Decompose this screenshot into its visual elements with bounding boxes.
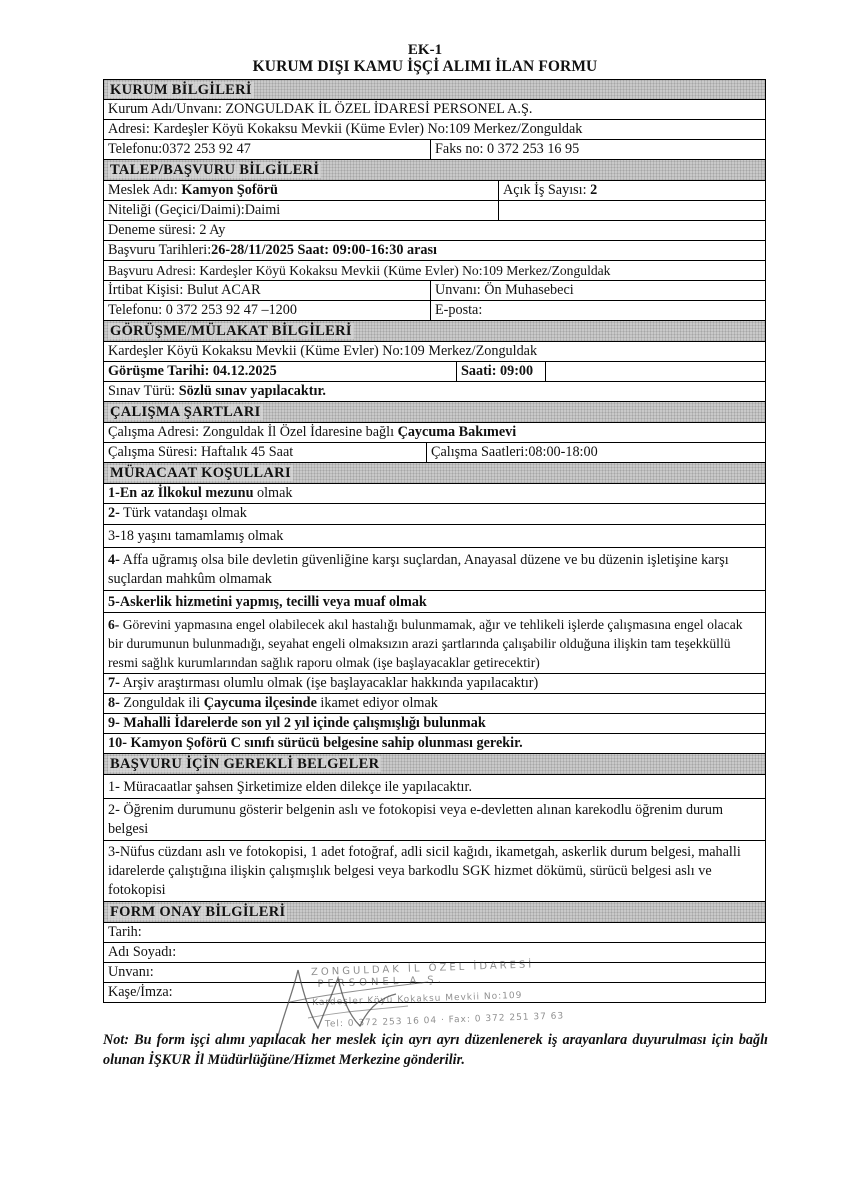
belge-1: 1- Müracaatlar şahsen Şirketimize elden dilekçe ile yapılacaktır. (103, 775, 766, 799)
kosul-8 (103, 694, 766, 714)
gorusme-tarih-row (103, 362, 766, 382)
acik-is-value: 2 (590, 182, 598, 198)
irtibat-eposta: E-posta: (430, 301, 765, 320)
meslek-value: Kamyon Şoförü (181, 182, 278, 198)
calisma-sure-row (103, 443, 766, 463)
nitelik: Niteliği (Geçici/Daimi):Daimi (108, 202, 281, 218)
note-text: Bu form işçi alımı yapılacak her meslek için ayrı ayrı düzenlenerek iş arayanlara duyurulması için bağlı olunan İŞKUR İl Müdürlüğüne/Hizmet Merkezine gönderilir. (103, 1032, 768, 1068)
section-belgeler-title: BAŞVURU İÇİN GEREKLİ BELGELER (110, 756, 380, 772)
stamp-line-3: Kardeşler Köyü Kokaksu Mevkii No:109 (311, 990, 523, 1009)
acik-is-label: Açık İş Sayısı: (503, 182, 591, 198)
section-gorusme-title: GÖRÜŞME/MÜLAKAT BİLGİLERİ (110, 323, 352, 339)
calisma-suresi: Çalışma Süresi: Haftalık 45 Saat (108, 444, 294, 460)
kosul-6-bold: 6- (108, 617, 120, 632)
kosul-7-bold: 7- (108, 675, 120, 691)
irtibat-unvan: Unvanı: Ön Muhasebeci (430, 281, 765, 300)
section-muracaat (103, 463, 766, 484)
kosul-6 (103, 613, 766, 674)
kosul-4-rest: Affa uğramış olsa bile devletin güvenliğine karşı suçlardan, Anayasal düzene ve bu düzenin işletişine karşı suçlardan mahkûm olmamak (108, 552, 729, 587)
section-belgeler (103, 754, 766, 775)
stamp-line-1: ZONGULDAK İL ÖZEL İDARESİ (310, 959, 535, 979)
section-calisma (103, 402, 766, 423)
meslek-row (103, 181, 766, 201)
kosul-1-bold: 1-En az İlkokul mezunu (108, 485, 254, 501)
basvuru-tarihleri (103, 241, 766, 261)
stamp-line-4: Tel: 0 372 253 16 04 · Fax: 0 372 251 37 63 (324, 1011, 565, 1030)
calisma-saatleri: Çalışma Saatleri:08:00-18:00 (426, 443, 765, 462)
kurum-address: Adresi: Kardeşler Köyü Kokaksu Mevkii (Küme Evler) No:109 Merkez/Zonguldak (103, 120, 766, 140)
kurum-name: Kurum Adı/Unvanı: ZONGULDAK İL ÖZEL İDARESİ PERSONEL A.Ş. (103, 100, 766, 120)
kosul-5: 5-Askerlik hizmetini yapmış, tecilli veya muaf olmak (103, 591, 766, 613)
kosul-6-rest: Görevini yapmasına engel olabilecek akıl hastalığı bulunmamak, ağır ve tehlikeli işlerde çalışmasına engel olacak bir durumunun bulunmadığı, seyahat engeli olmaksızın arazi şartlarında çalışabilir olduğuna ilişkin tam teşekküllü resmi sağlık kurumlarından sağlık raporu olmak (işe başlayacaklar getirecektir) (108, 617, 743, 670)
gorusme-adres: Kardeşler Köyü Kokaksu Mevkii (Küme Evler) No:109 Merkez/Zonguldak (103, 342, 766, 362)
sinav-label: Sınav Türü: (108, 383, 179, 399)
annex-code: EK-1 (407, 42, 443, 58)
belge-3: 3-Nüfus cüzdanı aslı ve fotokopisi, 1 adet fotoğraf, adli sicil kağıdı, ikametgah, askerlik durum belgesi, mahalli idarelerde çalıştığına ilişkin çalışmışlık belgesi veya barkodlu SGK hizmet dökümü, sürücü belgesi aslı ve fotokopisi (103, 841, 766, 902)
irtibat-row (103, 281, 766, 301)
onay-adsoyad: Adı Soyadı: (103, 943, 766, 963)
kosul-1 (103, 484, 766, 504)
footer-note (103, 1030, 768, 1070)
kosul-8-bold2: Çaycuma ilçesinde (203, 695, 317, 711)
kosul-4-bold: 4- (108, 552, 120, 568)
kurum-contact-row (103, 140, 766, 160)
calisma-adres-label: Çalışma Adresi: Zonguldak İl Özel İdaresine bağlı (108, 424, 398, 440)
kosul-2-rest: Türk vatandaşı olmak (119, 505, 247, 521)
kurum-phone: Telefonu:0372 253 92 47 (108, 141, 251, 157)
section-talep-title: TALEP/BAŞVURU BİLGİLERİ (110, 162, 320, 178)
irtibat-telefon: Telefonu: 0 372 253 92 47 –1200 (108, 302, 297, 318)
section-gorusme (103, 321, 766, 342)
section-kurum (103, 79, 766, 100)
telefon-row (103, 301, 766, 321)
irtibat-kisisi: İrtibat Kişisi: Bulut ACAR (108, 282, 261, 298)
sinav-turu (103, 382, 766, 402)
acik-is-cell (498, 181, 765, 200)
kosul-7 (103, 674, 766, 694)
gorusme-saati: Saati: 09:00 (456, 362, 546, 381)
meslek-cell (104, 181, 498, 200)
section-calisma-title: ÇALIŞMA ŞARTLARI (110, 404, 261, 420)
kosul-7-rest: Arşiv araştırması olumlu olmak (işe başlayacaklar hakkında yapılacaktır) (119, 675, 539, 691)
onay-tarih: Tarih: (103, 923, 766, 943)
kosul-9: 9- Mahalli İdarelerde son yıl 2 yıl içinde çalışmışlığı bulunmak (103, 714, 766, 734)
meslek-label: Meslek Adı: (108, 182, 182, 198)
basvuru-tarih-value: 26-28/11/2025 Saat: 09:00-16:30 arası (211, 242, 437, 258)
kosul-2-bold: 2- (108, 505, 120, 521)
onay-kase: Kaşe/İmza: (103, 983, 766, 1003)
kosul-10: 10- Kamyon Şoförü C sınıfı sürücü belgesine sahip olunması gerekir. (103, 734, 766, 754)
gorusme-tarihi: Görüşme Tarihi: 04.12.2025 (108, 363, 277, 379)
basvuru-tarih-label: Başvuru Tarihleri: (108, 242, 212, 258)
kosul-2 (103, 504, 766, 525)
form-title: KURUM DIŞI KAMU İŞÇİ ALIMI İLAN FORMU (252, 58, 598, 75)
deneme-suresi: Deneme süresi: 2 Ay (103, 221, 766, 241)
section-kurum-title: KURUM BİLGİLERİ (110, 82, 252, 98)
announcement-form (103, 79, 766, 1003)
kosul-8-mid: Zonguldak ili (119, 695, 204, 711)
section-onay-title: FORM ONAY BİLGİLERİ (110, 904, 286, 920)
stamp-line-2: PERSONEL A.Ş. (317, 974, 446, 990)
onay-unvan: Unvanı: (103, 963, 766, 983)
calisma-adres-value: Çaycuma Bakımevi (397, 424, 517, 440)
note-prefix: Not: (103, 1032, 130, 1048)
calisma-adresi (103, 423, 766, 443)
kosul-3: 3-18 yaşını tamamlamış olmak (103, 525, 766, 548)
sinav-value: Sözlü sınav yapılacaktır. (178, 383, 326, 399)
kosul-8-rest: ikamet ediyor olmak (316, 695, 438, 711)
kurum-fax: Faks no: 0 372 253 16 95 (430, 140, 765, 159)
kosul-4 (103, 548, 766, 591)
basvuru-adresi: Başvuru Adresi: Kardeşler Köyü Kokaksu Mevkii (Küme Evler) No:109 Merkez/Zonguldak (103, 261, 766, 281)
kosul-8-bold: 8- (108, 695, 120, 711)
belge-2: 2- Öğrenim durumunu gösterir belgenin aslı ve fotokopisi veya e-devletten alınan karekodlu öğrenim durum belgesi (103, 799, 766, 841)
section-talep (103, 160, 766, 181)
section-onay (103, 902, 766, 923)
nitelik-empty (498, 201, 765, 220)
kosul-1-rest: olmak (253, 485, 293, 501)
section-muracaat-title: MÜRACAAT KOŞULLARI (110, 465, 291, 481)
signature-scribble (268, 948, 458, 1043)
nitelik-row (103, 201, 766, 221)
